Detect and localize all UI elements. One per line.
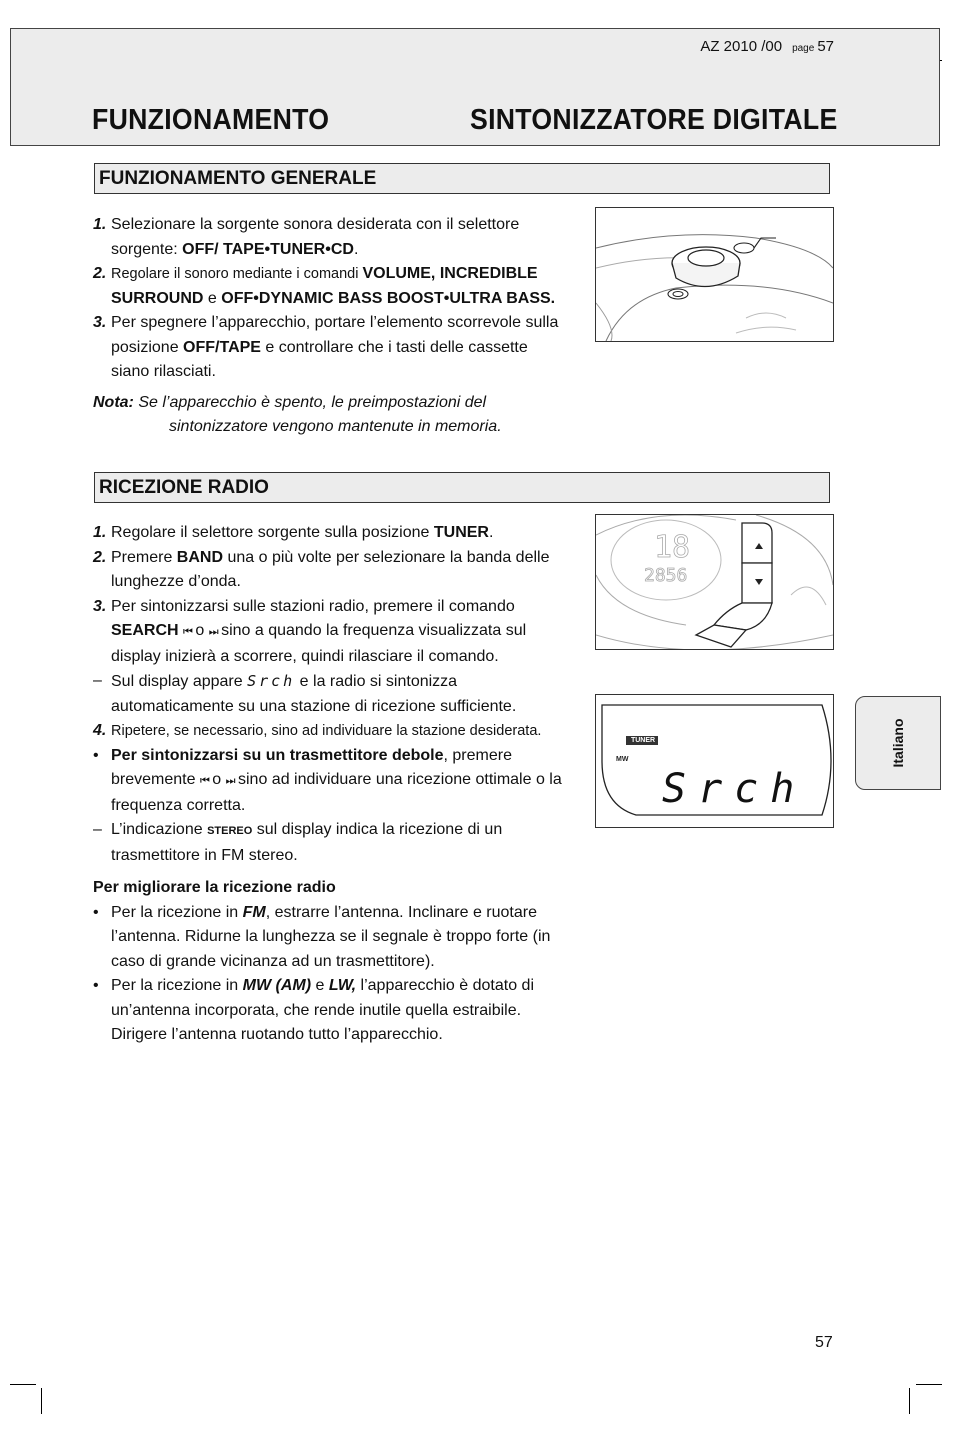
note: Nota: Se l’apparecchio è spento, le preimpostazioni del sintonizzatore vengono mantenute in memoria. bbox=[93, 393, 502, 435]
search-prev-icon: ⏮ bbox=[199, 775, 208, 787]
selector-knob-illustration bbox=[595, 207, 834, 342]
search-buttons-drawing bbox=[596, 515, 833, 649]
radio-step-3: 3. Per sintonizzarsi sulle stazioni radio, premere il comando SEARCH ⏮ o ⏭ sino a quando la frequenza visualizzata sul display inizierà a scorrere, quindi rilasciare il comando. bbox=[93, 597, 527, 665]
improve-heading: Per migliorare la ricezione radio bbox=[93, 879, 336, 896]
footer-page-number: 57 bbox=[815, 1334, 833, 1351]
radio-step-4: 4. Ripetere, se necessario, sino ad individuare la stazione desiderata. bbox=[93, 722, 542, 739]
page-title-right: SINTONIZZATORE DIGITALE bbox=[470, 104, 838, 136]
lcd-display-illustration bbox=[595, 694, 834, 828]
selector-knob-drawing bbox=[596, 208, 833, 341]
section-heading-general: FUNZIONAMENTO GENERALE bbox=[94, 163, 830, 194]
general-steps bbox=[93, 213, 563, 440]
page-title-left: FUNZIONAMENTO bbox=[92, 104, 330, 136]
search-prev-icon: ⏮ bbox=[183, 626, 191, 638]
step-2: 2. Regolare il sonoro mediante i comandi VOLUME, INCREDIBLE SURROUND e OFF•DYNAMIC BASS BOOST•ULTRA BASS. bbox=[93, 265, 556, 307]
radio-steps bbox=[93, 521, 573, 1048]
crop-mark bbox=[909, 1388, 910, 1414]
radio-bullet-weak: • Per sintonizzarsi su un trasmettitore debole, premere brevemente ⏮ o ⏭ sino ad individuare una ricezione ottimale o la frequenza corretta. bbox=[93, 746, 562, 814]
search-next-icon: ⏭ bbox=[225, 775, 234, 787]
band-label: MW bbox=[616, 756, 629, 763]
radio-step-2: 2. Premere BAND una o più volte per selezionare la banda delle lunghezze d’onda. bbox=[93, 548, 550, 590]
improve-mw-lw: • Per la ricezione in MW (AM) e LW, l’apparecchio è dotato di un’antenna incorporata, che rende inutile quella estraibile. Dirigere l’antenna ruotando tutto l’apparecchio. bbox=[93, 977, 534, 1043]
crop-mark bbox=[916, 1384, 942, 1385]
radio-step-1: 1. Regolare il selettore sorgente sulla posizione TUNER. bbox=[93, 524, 494, 541]
tuner-label: TUNER bbox=[630, 737, 656, 744]
crop-mark bbox=[41, 1388, 42, 1414]
language-tab: Italiano bbox=[855, 696, 941, 790]
display-segment-text: Srch bbox=[662, 766, 807, 812]
svg-text:18: 18 bbox=[654, 530, 691, 565]
step-1: 1. Selezionare la sorgente sonora desiderata con il selettore sorgente: OFF/ TAPE•TUNER•CD. bbox=[93, 216, 520, 258]
search-next-icon: ⏭ bbox=[208, 626, 217, 638]
svg-text:2856: 2856 bbox=[644, 565, 688, 586]
model-number: AZ 2010 /00 page 57 bbox=[700, 38, 834, 55]
radio-dash-2: – L’indicazione STEREO sul display indica la ricezione di un trasmettitore in FM stereo. bbox=[93, 821, 503, 864]
search-buttons-illustration bbox=[595, 514, 834, 650]
crop-mark bbox=[10, 1384, 36, 1385]
improve-fm: • Per la ricezione in FM, estrarre l’antenna. Inclinare e ruotare l’antenna. Ridurne la lunghezza se il segnale è troppo forte (in caso di grande vicinanza ad un trasmettitore). bbox=[93, 903, 551, 970]
section-heading-radio: RICEZIONE RADIO bbox=[94, 472, 830, 503]
step-3: 3. Per spegnere l’apparecchio, portare l’elemento scorrevole sulla posizione OFF/TAPE e controllare che i tasti delle cassette siano rilasciati. bbox=[93, 314, 559, 380]
radio-dash-1: – Sul display appare Srch e la radio si sintonizza automaticamente su una stazione di ricezione sufficiente. bbox=[93, 672, 517, 715]
